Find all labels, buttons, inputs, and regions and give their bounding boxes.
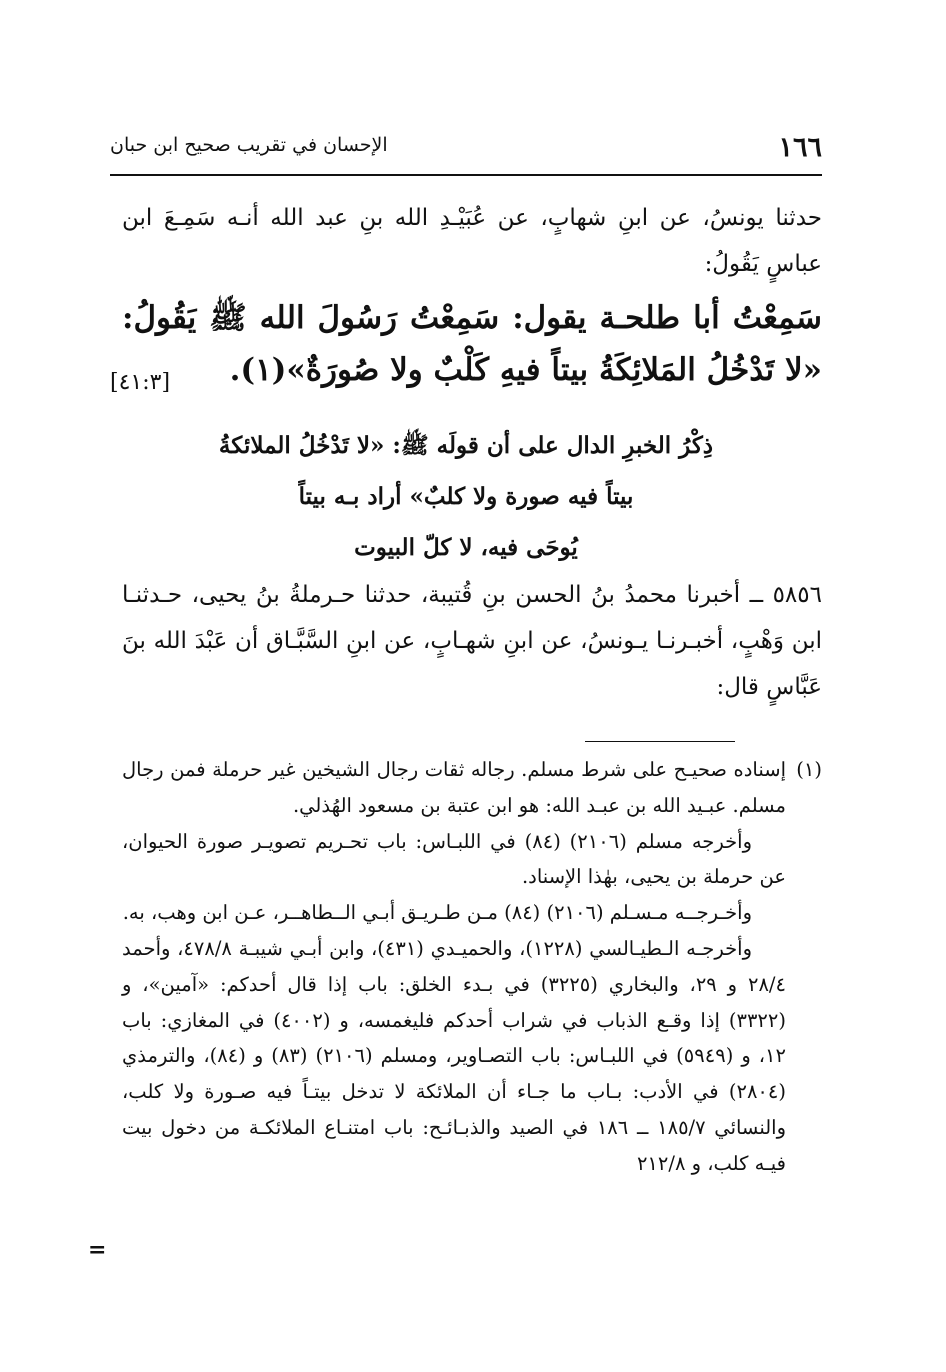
hadith-text: سَمِعْتُ أبا طلحـة يقول: سَمِعْتُ رَسُولَ الله ﷺ يَقُولُ: «لا تَدْخُلُ المَلائِكَةُ بيتاً فيهِ كَلْبٌ ولا صُورَةٌ»(١). [122, 300, 822, 388]
page-header [110, 128, 822, 172]
footnote-paragraph: وأخرجـه الـطيـالسي (١٢٢٨)، والحميـدي (٤٣١)، وابن أبـي شيبـة ٤٧٨/٨، وأحمد ٢٨/٤ و ٢٩، والبخاري (٣٢٢٥) في بـدء الخلق: باب إذا قال أحدكم: «آمين»، و (٣٣٢٢) إذا وقـع الذباب في شراب أحدكم فليغمسه، و (٤٠٠٢) في المغازي: باب ١٢، و (٥٩٤٩) في اللبـاس: باب التصـاوير، ومسلم (٢١٠٦) (٨٣) و (٨٤)، والترمذي (٢٨٠٤) في الأدب: بـاب ما جـاء أن الملائكة لا تدخل بيتـاً فيه صـورة ولا كلب، والنسائي ١٨٥/٧ ــ ١٨٦ في الصيد والذبـائـح: باب امتنـاع الملائكـة من دخول بيت فيـه كلب، و ٢١٢/٨ [122, 936, 786, 1175]
chapter-heading-line: ذِكْرُ الخبرِ الدال على أن قولَه ﷺ: «لا تَدْخُلُ الملائكةُ [218, 432, 714, 459]
header-rule [110, 174, 822, 176]
hadith-reference: [٤١:٣] [110, 370, 171, 395]
footnote-rule [585, 741, 735, 742]
footnotes [122, 752, 822, 1182]
running-title: الإحسان في تقريب صحيح ابن حبان [110, 134, 388, 156]
narration-paragraph: حدثنا يونسُ، عن ابنِ شهابٍ، عن عُبَيْـدِ الله بنِ عبد الله أنـه سَمِـعَ ابن عباسٍ يَقُولُ: [122, 205, 822, 277]
chapter-heading-line: بيتاً فيه صورة ولا كلبٌ» أراد بـه بيتاً [298, 483, 634, 510]
footnote [122, 752, 822, 1182]
chapter-heading [110, 420, 822, 573]
footnote-marker: (١) [796, 758, 822, 781]
footnote-paragraph: إسناده صحيـح على شرط مسلم. رجاله ثقات رجال الشيخين غير حرملة فمن رجال مسلم. عبـيد الله بن عبـد الله: هو ابن عتبة بن مسعود الهُذلي. [122, 758, 786, 817]
footnote-body [122, 752, 786, 1182]
hadith-isnad-paragraph: ٥٨٥٦ ــ أخبرنا محمدُ بنُ الحسن بنِ قُتيبة، حدثنا حـرملةُ بنُ يحيى، حـدثنـا ابن وَهْبٍ، أخبـرنـا يـونسُ، عن ابنِ شهـابٍ، عن ابنِ السَّبَّـاق أن عَبْدَ الله بنَ عَبَّاسٍ قال: [122, 582, 822, 700]
footnote-paragraph: وأخـرجــه مـسـلم (٢١٠٦) (٨٤) مـن طـريـق أبـي الــطاهــر، عـن ابن وهب، به. [122, 901, 752, 925]
continuation-mark: = [88, 1237, 107, 1263]
chapter-heading-line: يُوحَى فيه، لا كلّ البيوت [354, 534, 578, 561]
page-number: ١٦٦ [778, 132, 822, 163]
footnote-paragraph: وأخرجه مسلم (٢١٠٦) (٨٤) في اللبـاس: باب تحـريم تصويـر صورة الحيوان، عن حرملة بن يحيى، بهٰذا الإسناد. [122, 829, 786, 889]
